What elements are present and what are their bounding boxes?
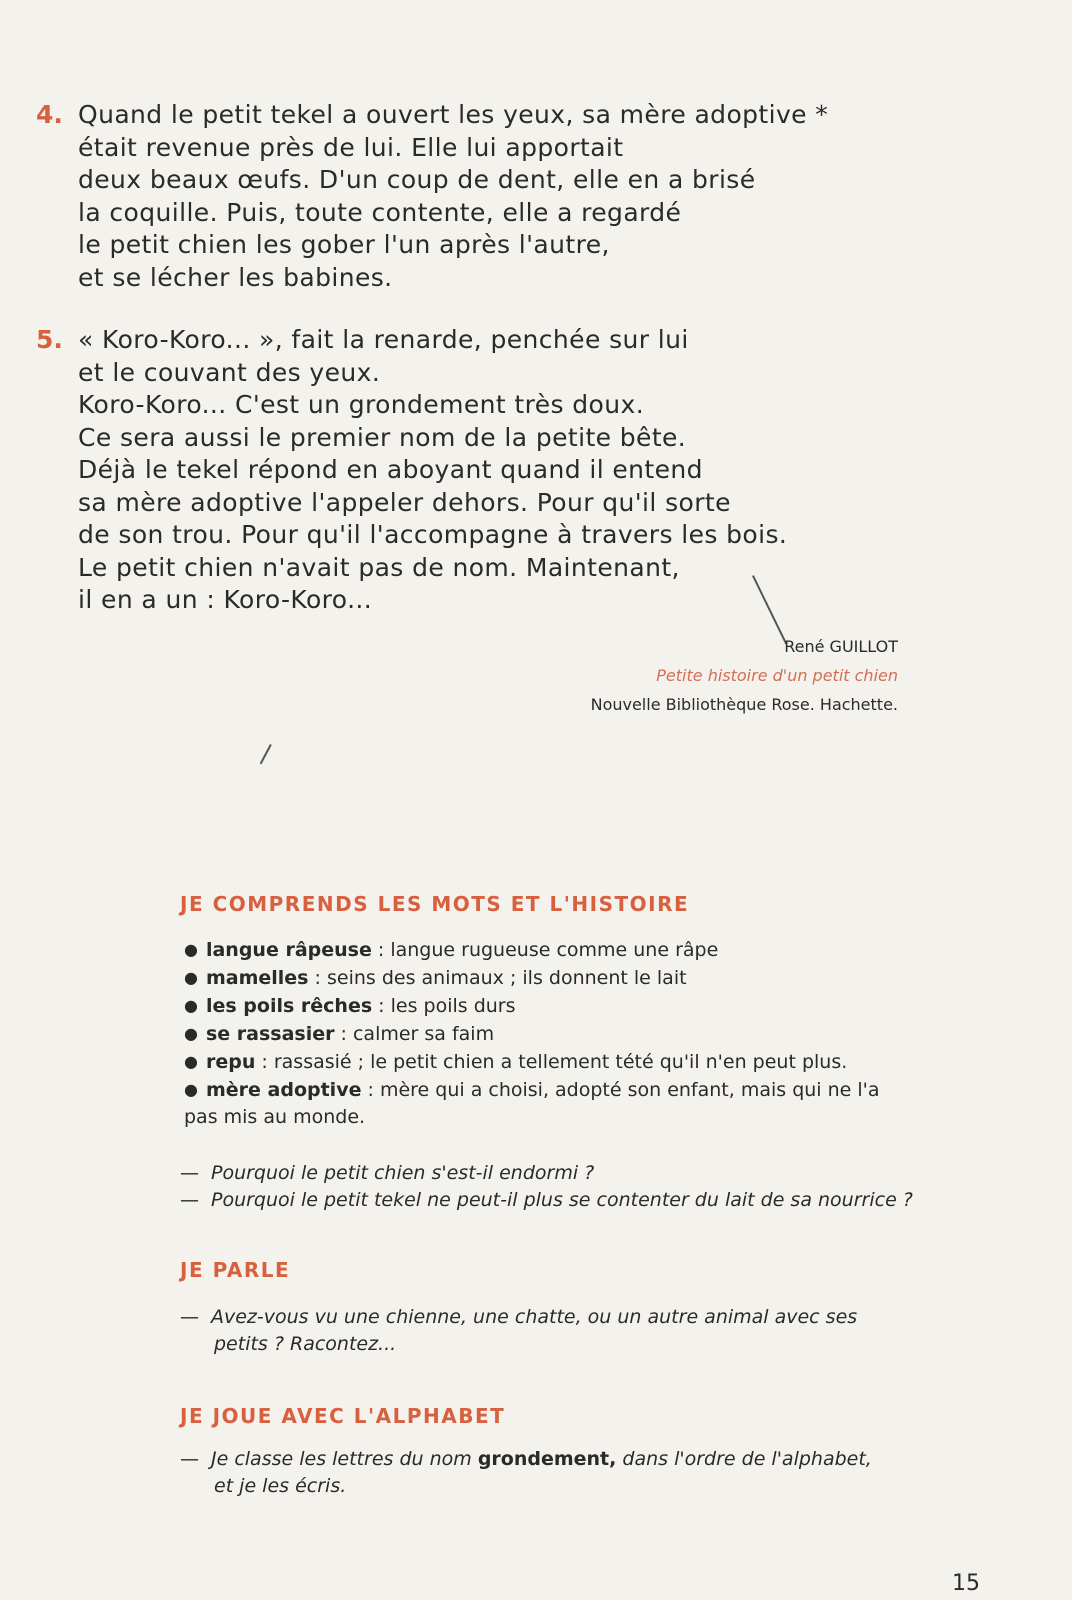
text-line: Quand le petit tekel a ouvert les yeux, sa mère adoptive * [78, 100, 829, 129]
page-number: 15 [952, 1571, 980, 1596]
vocabulary-list [184, 936, 984, 1131]
bullet-icon: ● [184, 1052, 198, 1071]
paragraph-number: 4. [36, 100, 63, 129]
vocab-item: ● les poils rêches : les poils durs [184, 995, 516, 1017]
vocab-item: ● langue râpeuse : langue rugueuse comme une râpe [184, 939, 719, 961]
paragraph-number: 5. [36, 325, 63, 354]
text-line: deux beaux œufs. D'un coup de dent, elle en a brisé [78, 165, 756, 194]
section-alphabet [180, 1402, 990, 1430]
source-publisher: Nouvelle Bibliothèque Rose. Hachette. [590, 695, 898, 714]
vocab-continuation: pas mis au monde. [184, 1106, 366, 1128]
text-line: et le couvant des yeux. [78, 357, 381, 387]
text-line: sa mère adoptive l'appeler dehors. Pour qu'il sorte [78, 487, 731, 517]
text-line: Déjà le tekel répond en aboyant quand il entend [78, 455, 703, 484]
alphabet-question: — Je classe les lettres du nom grondement, dans l'ordre de l'alphabet, et je les écris. [180, 1448, 872, 1497]
speaking-question: — Avez-vous vu une chienne, une chatte, ou un autre animal avec ses petits ? Racontez... [180, 1306, 858, 1355]
vocab-item: ● se rassasier : calmer sa faim [184, 1023, 495, 1045]
pencil-mark [260, 744, 272, 764]
bullet-icon: ● [184, 996, 198, 1015]
section-comprehension [180, 890, 990, 918]
text-line: Le petit chien n'avait pas de nom. Maintenant, [78, 552, 680, 582]
text-line: la coquille. Puis, toute contente, elle a regardé [78, 197, 682, 227]
source-author: René GUILLOT [784, 637, 898, 656]
text-line: de son trou. Pour qu'il l'accompagne à travers les bois. [78, 520, 788, 549]
text-line: et se lécher les babines. [78, 262, 393, 292]
vocab-item: ● mamelles : seins des animaux ; ils donnent le lait [184, 967, 687, 989]
highlighted-word: grondement, [477, 1448, 617, 1470]
section-heading: JE COMPRENDS LES MOTS ET L'HISTOIRE [180, 892, 690, 916]
paragraph-lines [78, 324, 787, 617]
text-line: Ce sera aussi le premier nom de la petite bête. [78, 422, 687, 452]
section-heading: JE JOUE AVEC L'ALPHABET [180, 1404, 506, 1428]
bullet-icon: ● [184, 940, 198, 959]
section-heading: JE PARLE [180, 1258, 291, 1282]
text-line: Koro-Koro... C'est un grondement très doux. [78, 390, 645, 419]
bullet-icon: ● [184, 1024, 198, 1043]
source-citation [591, 632, 898, 719]
paragraph-lines [78, 99, 828, 294]
bullet-icon: ● [184, 1080, 198, 1099]
source-book-title: Petite histoire d'un petit chien [656, 666, 898, 685]
bullet-icon: ● [184, 968, 198, 987]
text-line: le petit chien les gober l'un après l'autre, [78, 230, 610, 259]
question: — Pourquoi le petit tekel ne peut-il plus se contenter du lait de sa nourrice ? [180, 1189, 913, 1211]
text-line: « Koro-Koro... », fait la renarde, penchée sur lui [78, 325, 689, 354]
text-line: il en a un : Koro-Koro... [78, 585, 373, 614]
vocab-item: ● mère adoptive : mère qui a choisi, adopté son enfant, mais qui ne l'a [184, 1079, 880, 1101]
text-line: était revenue près de lui. Elle lui apportait [78, 132, 624, 162]
section-speaking [180, 1256, 990, 1284]
vocab-item: ● repu : rassasié ; le petit chien a tellement tété qu'il n'en peut plus. [184, 1051, 848, 1073]
question: — Pourquoi le petit chien s'est-il endormi ? [180, 1162, 595, 1184]
comprehension-questions [180, 1160, 990, 1214]
